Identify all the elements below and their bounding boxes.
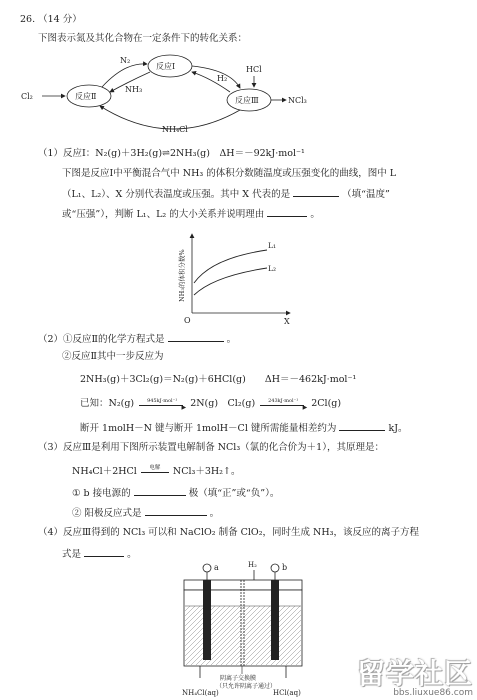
part1-line3-text: （L₁、L₂）、X 分别代表温度或压强。其中 X 代表的是	[62, 189, 291, 200]
part2-line2: ②反应Ⅱ其中一步反应为	[62, 351, 164, 362]
part2-line3: 2NH₃(g)＋3Cl₂(g)＝N₂(g)＋6HCl(g) ΔH＝－462kJ·mol⁻¹	[80, 374, 357, 385]
part1-line4	[62, 207, 320, 221]
ncl3-label: NCl₃	[288, 96, 307, 105]
reaction3-label: 反应Ⅲ	[235, 96, 259, 105]
part3-q2-tail: 。	[209, 508, 220, 519]
question-intro: 下图表示氮及其化合物在一定条件下的转化关系：	[38, 33, 248, 44]
part3-q2-text: ② 阳极反应式是	[72, 508, 142, 519]
n2-label: N₂	[120, 56, 131, 65]
reaction2-label: 反应Ⅱ	[75, 92, 97, 101]
nh3-label: NH₃	[125, 85, 143, 94]
nh3-fraction-graph	[172, 228, 302, 328]
membrane-label-2: （只允许阴离子通过）	[216, 683, 277, 690]
part2-line1	[38, 332, 236, 346]
conversion-flow-diagram	[20, 50, 320, 142]
bond-arrow-cl2: 243kJ·mol⁻¹ ▶	[258, 399, 308, 409]
answer-blank-l-relation[interactable]	[267, 207, 307, 217]
part2-known-suffix: 2Cl(g)	[311, 398, 342, 409]
curve-l1-label: L₁	[268, 241, 276, 250]
part3-q1-text: ① b 接电源的	[72, 488, 131, 499]
graph-origin: O	[184, 316, 191, 325]
part1-line4-text: 或“压强”），判断 L₁、L₂ 的大小关系并说明理由	[62, 209, 265, 220]
electrolysis-condition: 电解	[149, 464, 161, 471]
part2-line4	[80, 398, 341, 410]
question-score: （14 分）	[38, 14, 82, 25]
curve-l2-label: L₂	[268, 264, 276, 273]
part3-eq-left: NH₄Cl＋2HCl	[72, 466, 137, 477]
nh4cl-label: NH₄Cl	[162, 125, 188, 134]
part3-q1	[72, 486, 279, 500]
membrane-label-1: 阴离子交换膜	[220, 675, 257, 682]
part1-line3	[62, 187, 390, 201]
electrode-b-label: b	[282, 563, 288, 572]
part4-line2-tail: 。	[127, 549, 137, 560]
h2-label: H₂	[217, 74, 228, 83]
electrode-a-label: a	[214, 563, 219, 572]
bond-arrow-n2: 945kJ·mol⁻¹ ▶	[137, 399, 187, 409]
part2-line1-tail: 。	[226, 334, 237, 345]
bond-energy-n2: 945kJ·mol⁻¹	[147, 397, 178, 404]
graph-ylabel: NH₃的体积分数%	[178, 249, 186, 302]
answer-blank-electrode-b[interactable]	[134, 486, 186, 496]
reaction1-label: 反应Ⅰ	[156, 62, 176, 71]
electrolysis-arrow	[140, 464, 170, 477]
graph-xlabel: X	[284, 317, 290, 326]
h2-outlet-label: H₂	[248, 561, 257, 569]
part4-line2	[62, 547, 137, 561]
answer-blank-x[interactable]	[293, 187, 339, 197]
answer-blank-ionic-equation[interactable]	[84, 547, 124, 557]
part4-line1: （4）反应Ⅲ得到的 NCl₃ 可以和 NaClO₂ 制备 ClO₂，同时生成 NH₃，该反应的离子方程	[38, 527, 419, 538]
answer-blank-energy-difference[interactable]	[339, 421, 385, 431]
hcl-label: HCl	[246, 65, 262, 74]
part1-line3-tail: （填“温度”	[342, 189, 390, 200]
part2-known-prefix: 已知：N₂(g)	[80, 398, 135, 409]
answer-blank-anode-reaction[interactable]	[145, 506, 207, 516]
part2-known-mid: 2N(g) Cl₂(g)	[190, 398, 256, 409]
part3-q2	[72, 506, 219, 520]
part3-equation	[72, 466, 240, 478]
part2-line5-text: 断开 1molH－N 键与断开 1molH－Cl 键所需能量相差约为	[80, 423, 337, 434]
question-number: 26.	[20, 14, 36, 25]
cl2-label: Cl₂	[21, 92, 33, 101]
site-watermark	[357, 652, 473, 698]
part1-line1: （1）反应Ⅰ：N₂(g)＋3H₂(g)⇌2NH₃(g) ΔH＝－92kJ·mol⁻¹	[38, 148, 305, 159]
part2-line5-tail: kJ。	[388, 423, 408, 434]
answer-blank-reaction2-equation[interactable]	[168, 332, 224, 342]
bond-energy-cl2: 243kJ·mol⁻¹	[268, 397, 299, 404]
part1-line4-tail: 。	[310, 209, 320, 220]
left-solution-label: NH₄Cl(aq)	[182, 689, 219, 697]
part3-q1-tail: 极（填“正”或“负”）。	[188, 488, 280, 499]
part3-eq-right: NCl₃＋3H₂↑。	[172, 466, 241, 477]
right-solution-label: HCl(aq)	[273, 689, 301, 697]
electrolysis-apparatus	[170, 556, 320, 700]
part1-line2: 下图是反应Ⅰ中平衡混合气中 NH₃ 的体积分数随温度或压强变化的曲线，图中 L	[62, 168, 397, 179]
part3-line1: （3）反应Ⅲ是利用下图所示装置电解制备 NCl₃（氯的化合价为＋1），其原理是：	[38, 442, 384, 453]
part2-line1-text: （2）①反应Ⅱ的化学方程式是	[38, 334, 165, 345]
watermark-url: bbs.liuxue86.com	[393, 688, 473, 698]
watermark-logo: 留学社区	[356, 657, 473, 690]
curve-l1	[194, 250, 267, 283]
part2-line5	[80, 421, 408, 435]
question-header	[20, 14, 82, 26]
part4-line2-text: 式是	[62, 549, 82, 560]
